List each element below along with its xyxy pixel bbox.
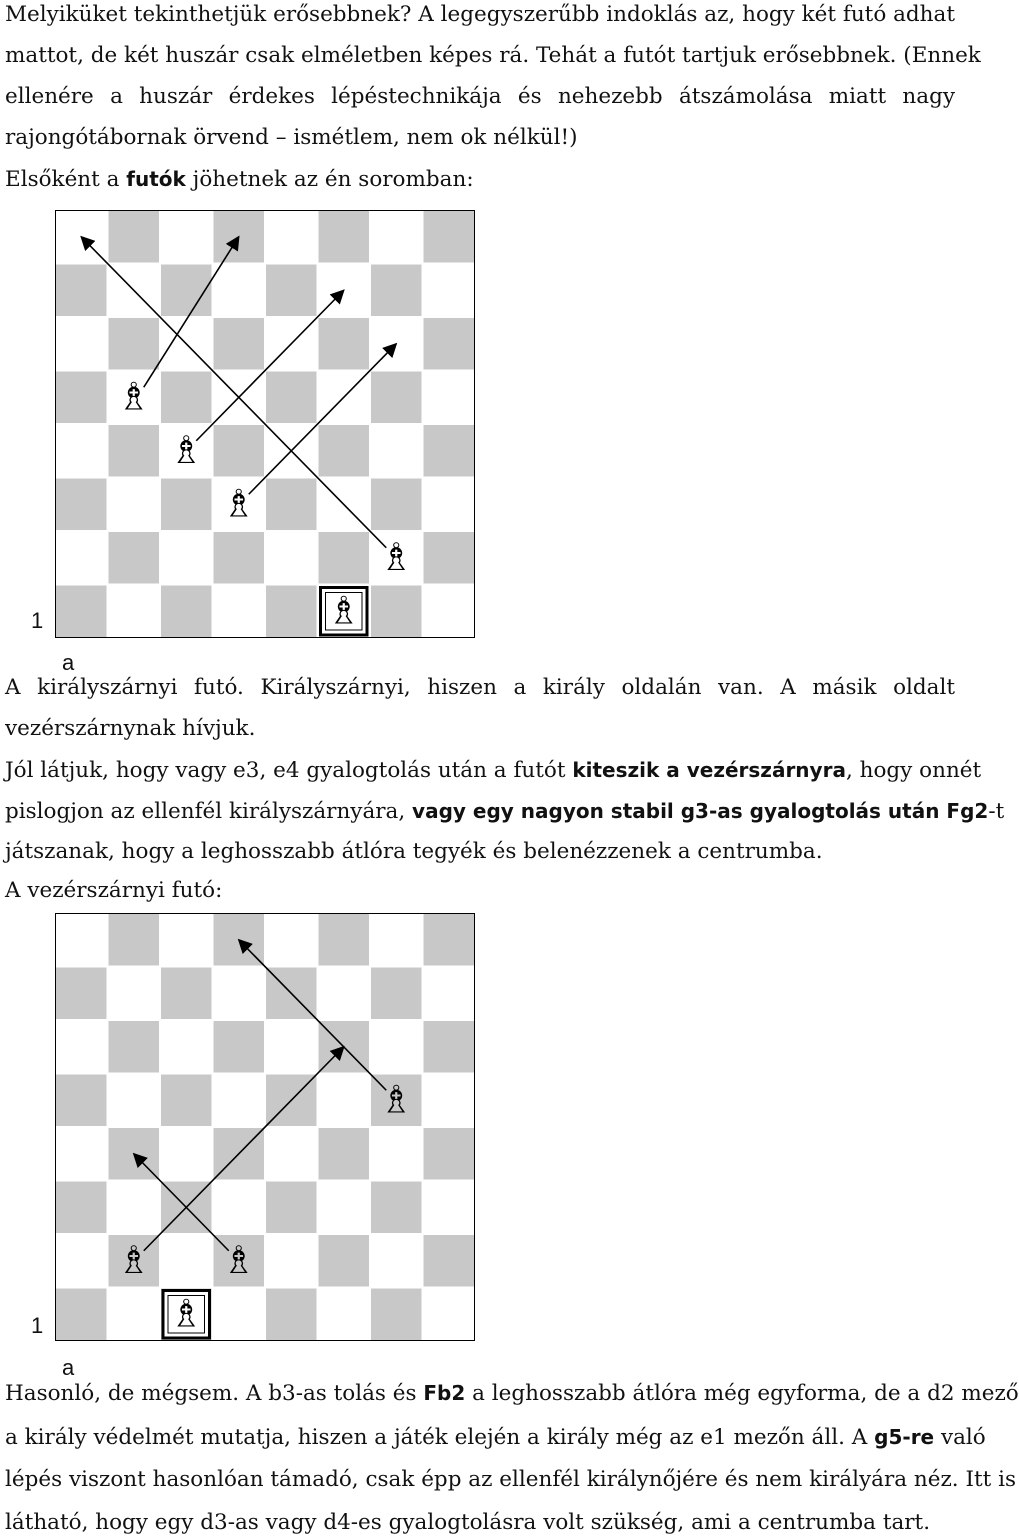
board-square [214,425,265,477]
board-square [424,968,475,1020]
board-square [424,1289,475,1341]
board-square [371,1128,422,1180]
board-square [56,265,107,317]
paragraph-1-line-1: Melyiküket tekinthetjük erősebbnek? A legegyszerűbb indoklás az, hogy két futó adhat [5,2,955,27]
board-square [266,211,317,263]
p6-l2-emphasis: g5-re [874,1425,935,1449]
board-square [424,1182,475,1234]
board-1-rank-label: 1 [31,608,44,633]
board-square [109,586,160,638]
paragraph-4-line-1 [5,755,982,786]
board-square [266,1182,317,1234]
board-square [266,479,317,531]
white-bishop-icon: ♗ [379,534,414,579]
board-square [161,532,212,584]
board-square [214,265,265,317]
white-bishop-icon: ♗ [169,427,204,472]
white-bishop-icon: ♗ [326,588,361,633]
board-square [109,914,160,966]
board-1-file-label: a [62,650,75,675]
board-square [109,1021,160,1073]
p6-l1-after: a leghosszabb átlóra még egyforma, de a d2 mező [465,1381,1019,1406]
chessboard-kingside-bishop [55,210,475,638]
board-square [161,1075,212,1127]
chessboard-1-svg [55,210,475,638]
board-square [109,1289,160,1341]
board-square [371,968,422,1020]
board-square [56,1235,107,1287]
board-square [371,265,422,317]
board-square [319,1128,370,1180]
board-square [56,532,107,584]
paragraph-4-line-3: játszanak, hogy a leghosszabb átlóra tegyék és belenézzenek a centrumba. [5,839,823,864]
board-square [319,1235,370,1287]
p6-l2-after: való [934,1425,986,1450]
board-square [56,914,107,966]
board-2-rank-label: 1 [31,1313,44,1338]
board-square [109,1075,160,1127]
board-square [214,1289,265,1341]
board-square [161,586,212,638]
board-square [424,1235,475,1287]
p4-l1-emphasis: kiteszik a vezérszárnyra [572,758,846,782]
board-square [266,265,317,317]
board-square [371,479,422,531]
board-square [214,1021,265,1073]
board-square [214,1075,265,1127]
paragraph-1-line-3: ellenére a huszár érdekes lépéstechnikája és nehezebb átszámolása miatt nagy [5,84,955,109]
p4-l2-before: pislogjon az ellenfél királyszárnyára, [5,799,413,824]
board-square [319,1075,370,1127]
p4-l1-after: , hogy onnét [845,758,982,783]
intro-emphasis: futók [126,167,186,191]
p4-l2-emphasis: vagy egy nagyon stabil g3-as gyalogtolás után Fg2 [412,799,989,823]
paragraph-1-line-4: rajongótábornak örvend – ismétlem, nem ok nélkül!) [5,125,578,150]
paragraph-6-line-1 [5,1378,1019,1409]
board-square [424,211,475,263]
paragraph-6-line-3: lépés viszont hasonlóan támadó, csak épp az ellenfél királynőjére és nem királyára néz. Itt is [5,1467,1016,1492]
board-square [56,1128,107,1180]
board-square [109,1182,160,1234]
board-square [161,1128,212,1180]
board-square [56,586,107,638]
paragraph-6-line-4: látható, hogy egy d3-as vagy d4-es gyalogtolásra volt szükség, ami a centrumba tart. [5,1510,931,1535]
board-square [319,318,370,370]
board-square [214,586,265,638]
board-square [266,1289,317,1341]
board-square [319,914,370,966]
white-bishop-icon: ♗ [221,1237,256,1282]
board-square [371,914,422,966]
board-square [161,914,212,966]
board-square [109,479,160,531]
intro-bishops [5,164,955,195]
paragraph-3-line-1: A királyszárnyi futó. Királyszárnyi, hiszen a király oldalán van. A másik oldalt [5,675,955,700]
paragraph-4-line-2 [5,796,1005,827]
board-square [56,1021,107,1073]
paragraph-1-line-2: mattot, de két huszár csak elméletben képes rá. Tehát a futót tartjuk erősebbnek. (Ennek [5,43,981,68]
intro-before: Elsőként a [5,167,127,192]
board-square [56,1075,107,1127]
board-2-file-label: a [62,1355,75,1380]
board-square [56,372,107,424]
board-square [319,1289,370,1341]
board-square [56,1289,107,1341]
board-square [266,586,317,638]
board-square [424,265,475,317]
board-square [161,479,212,531]
board-square [424,586,475,638]
board-square [371,425,422,477]
board-square [109,968,160,1020]
board-square [109,425,160,477]
board-square [161,1235,212,1287]
board-square [161,265,212,317]
queenside-bishop-heading: A vezérszárnyi futó: [5,878,223,903]
p4-l2-after: -t [988,799,1005,824]
board-square [161,372,212,424]
board-square [56,425,107,477]
board-square [371,1235,422,1287]
board-square [424,1075,475,1127]
board-square [266,372,317,424]
paragraph-3-line-2: vezérszárnynak hívjuk. [5,716,256,741]
board-square [424,479,475,531]
board-square [56,479,107,531]
board-square [371,372,422,424]
paragraph-6-line-2 [5,1422,986,1453]
board-square [109,532,160,584]
board-square [371,586,422,638]
board-square [424,532,475,584]
board-square [56,968,107,1020]
board-square [371,211,422,263]
board-square [56,1182,107,1234]
p6-l2-before: a király védelmét mutatja, hiszen a játék elején a király még az e1 mezőn áll. A [5,1425,875,1450]
chessboard-queenside-bishop [55,913,475,1341]
board-square [319,968,370,1020]
board-square [424,372,475,424]
board-square [161,1021,212,1073]
white-bishop-icon: ♗ [116,374,151,419]
intro-after: jöhetnek az én soromban: [185,167,474,192]
board-square [109,318,160,370]
p6-l1-emphasis: Fb2 [423,1381,466,1405]
white-bishop-icon: ♗ [221,481,256,526]
board-square [214,532,265,584]
white-bishop-icon: ♗ [169,1291,204,1336]
board-square [371,1182,422,1234]
board-square [424,318,475,370]
chessboard-2-svg [55,913,475,1341]
board-square [266,532,317,584]
board-square [424,1021,475,1073]
board-square [266,1128,317,1180]
board-square [319,1182,370,1234]
board-square [319,425,370,477]
p6-l1-before: Hasonló, de mégsem. A b3-as tolás és [5,1381,424,1406]
board-square [319,211,370,263]
board-square [56,318,107,370]
board-square [214,1182,265,1234]
board-square [214,968,265,1020]
board-square [371,1289,422,1341]
white-bishop-icon: ♗ [379,1077,414,1122]
board-square [266,914,317,966]
board-square [319,532,370,584]
board-square [214,318,265,370]
board-square [266,1235,317,1287]
board-square [109,211,160,263]
white-bishop-icon: ♗ [116,1237,151,1282]
board-square [371,1021,422,1073]
board-square [424,1128,475,1180]
board-square [424,425,475,477]
board-square [161,968,212,1020]
board-square [161,211,212,263]
board-square [424,914,475,966]
board-square [266,1021,317,1073]
p4-l1-before: Jól látjuk, hogy vagy e3, e4 gyalogtolás után a futót [5,758,573,783]
